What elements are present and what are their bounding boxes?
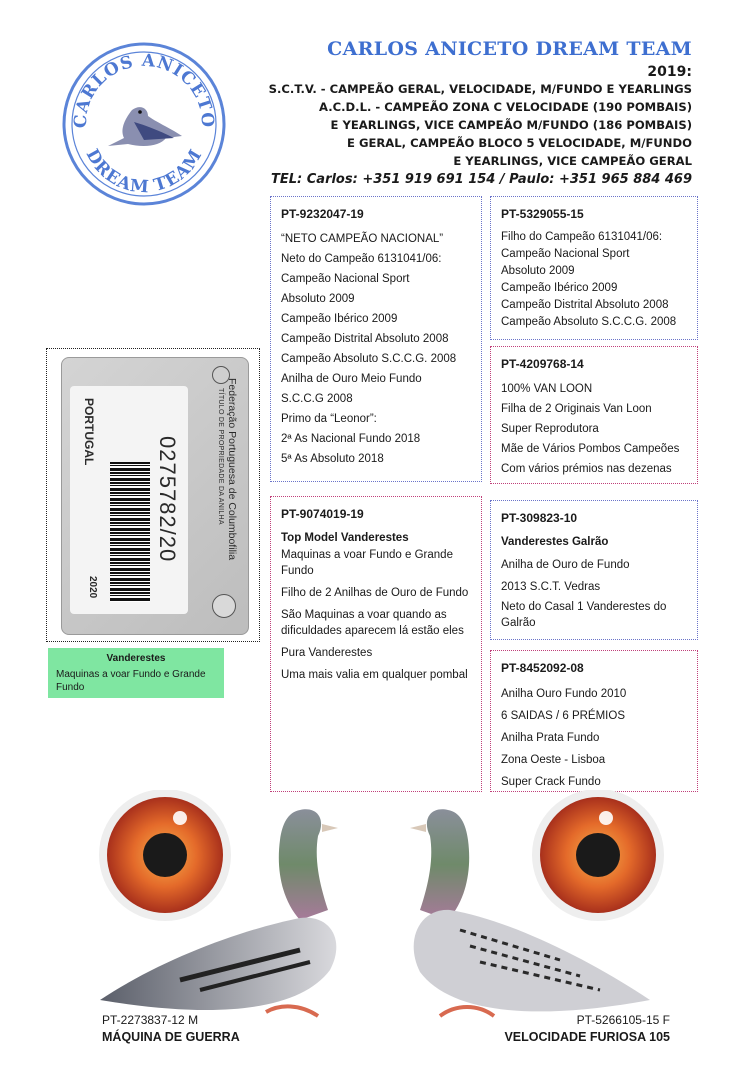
pigeon-silhouette-icon bbox=[108, 107, 182, 146]
header bbox=[252, 38, 692, 200]
info-line: Campeão Distrital Absoluto 2008 bbox=[281, 333, 449, 345]
achievement-line: A.C.D.L. - CAMPEÃO ZONA C VELOCIDADE (190 POMBAIS) bbox=[319, 100, 692, 114]
info-line: Campeão Absoluto S.C.C.G. 2008 bbox=[281, 353, 457, 365]
info-line: Absoluto 2009 bbox=[281, 293, 355, 305]
pigeons-artwork bbox=[0, 790, 750, 1050]
pigeon-box-5 bbox=[490, 500, 698, 640]
info-line: Primo da “Leonor”: bbox=[281, 413, 377, 425]
info-line: Super Crack Fundo bbox=[501, 776, 601, 788]
info-line: Filho do Campeão 6131041/06: bbox=[501, 231, 663, 243]
ring-number: PT-309823-10 bbox=[501, 511, 578, 525]
left-pigeon-caption bbox=[102, 1012, 240, 1046]
right-pigeon-name: VELOCIDADE FURIOSA 105 bbox=[504, 1030, 670, 1044]
achievement-line: E YEARLINGS, VICE CAMPEÃO M/FUNDO (186 POMBAIS) bbox=[330, 118, 692, 132]
ring-ownership-card bbox=[61, 357, 249, 635]
club-seal-logo bbox=[60, 40, 228, 208]
info-line: Mãe de Vários Pombos Campeões bbox=[501, 443, 680, 455]
info-line: Pura Vanderestes bbox=[281, 647, 373, 659]
info-line: Anilha de Ouro de Fundo bbox=[501, 559, 630, 571]
info-line: Anilha Ouro Fundo 2010 bbox=[501, 688, 627, 700]
green-label-title: Vanderestes bbox=[106, 653, 166, 664]
ring-number: PT-9074019-19 bbox=[281, 507, 364, 521]
info-line: Zona Oeste - Lisboa bbox=[501, 754, 606, 766]
info-line: Absoluto 2009 bbox=[501, 265, 575, 277]
info-line: 100% VAN LOON bbox=[501, 383, 593, 395]
ring-number: PT-4209768-14 bbox=[501, 357, 584, 371]
pigeon-box-1 bbox=[270, 196, 482, 482]
seal-top-text: CARLOS ANICETO bbox=[70, 50, 218, 129]
ring-number: PT-9232047-19 bbox=[281, 207, 364, 221]
info-line: Campeão Ibérico 2009 bbox=[281, 313, 398, 325]
right-pigeon-caption bbox=[504, 1012, 670, 1046]
info-line: 5ª As Absoluto 2018 bbox=[281, 453, 384, 465]
pigeon-box-2 bbox=[490, 196, 698, 340]
pigeon-box-4 bbox=[270, 496, 482, 792]
pigeon-name: Vanderestes Galrão bbox=[501, 536, 609, 548]
info-line: Filho de 2 Anilhas de Ouro de Fundo bbox=[281, 587, 469, 599]
info-line: Super Reprodutora bbox=[501, 423, 599, 435]
left-ring-number: PT-2273837-12 M bbox=[102, 1013, 199, 1027]
info-line: Com vários prémios nas dezenas bbox=[501, 463, 672, 475]
ring-number: PT-5329055-15 bbox=[501, 207, 584, 221]
green-label-text: Maquinas a voar Fundo e Grande Fundo bbox=[56, 669, 206, 693]
achievement-line: S.C.T.V. - CAMPEÃO GERAL, VELOCIDADE, M/FUNDO E YEARLINGS bbox=[268, 82, 692, 96]
green-sticker-label bbox=[48, 648, 224, 698]
info-line: Filha de 2 Originais Van Loon bbox=[501, 403, 652, 415]
info-line: 2ª As Nacional Fundo 2018 bbox=[281, 433, 421, 445]
barcode-icon bbox=[110, 462, 150, 602]
achievement-line: E GERAL, CAMPEÃO BLOCO 5 VELOCIDADE, M/FUNDO bbox=[346, 136, 692, 150]
card-ring-number: 0275782/20 bbox=[155, 436, 180, 563]
info-line: Anilha de Ouro Meio Fundo bbox=[281, 373, 422, 385]
info-line: Campeão Absoluto S.C.C.G. 2008 bbox=[501, 316, 677, 328]
info-line: “NETO CAMPEÃO NACIONAL” bbox=[281, 233, 444, 245]
right-ring-number: PT-5266105-15 F bbox=[576, 1013, 670, 1027]
card-country: PORTUGAL bbox=[82, 398, 96, 466]
card-year: 2020 bbox=[87, 576, 98, 599]
hologram-seal-icon bbox=[212, 594, 236, 618]
info-line: 2013 S.C.T. Vedras bbox=[501, 581, 601, 593]
info-line: 6 SAIDAS / 6 PRÉMIOS bbox=[501, 710, 625, 722]
info-line: Campeão Nacional Sport bbox=[281, 273, 410, 285]
info-line: Uma mais valia em qualquer pombal bbox=[281, 669, 468, 681]
card-federation: Federação Portuguesa de Columbofilia bbox=[226, 378, 238, 561]
seal-bottom-text: DREAM TEAM bbox=[81, 145, 207, 198]
left-pigeon-eye bbox=[99, 790, 231, 921]
info-line: Campeão Nacional Sport bbox=[501, 248, 630, 260]
pigeon-name: Top Model Vanderestes bbox=[281, 532, 409, 544]
ring-number: PT-8452092-08 bbox=[501, 661, 584, 675]
info-line: Campeão Ibérico 2009 bbox=[501, 282, 618, 294]
card-subtitle: TÍTULO DE PROPRIEDADE DA ANILHA bbox=[217, 388, 224, 525]
pigeon-box-3 bbox=[490, 346, 698, 484]
right-pigeon-eye bbox=[532, 790, 664, 921]
card-white-panel bbox=[70, 386, 188, 614]
year-label: 2019: bbox=[647, 64, 692, 80]
contact-phones: TEL: Carlos: +351 919 691 154 / Paulo: +351 965 884 469 bbox=[271, 172, 692, 187]
team-title: CARLOS ANICETO DREAM TEAM bbox=[327, 38, 692, 60]
info-line: São Maquinas a voar quando as dificuldades aparecem lá estão eles bbox=[281, 609, 464, 637]
info-line: Maquinas a voar Fundo e Grande Fundo bbox=[281, 549, 453, 577]
info-line: S.C.C.G 2008 bbox=[281, 393, 353, 405]
achievement-line: E YEARLINGS, VICE CAMPEÃO GERAL bbox=[453, 154, 692, 168]
ring-card-frame bbox=[46, 348, 260, 642]
info-line: Campeão Distrital Absoluto 2008 bbox=[501, 299, 669, 311]
left-pigeon-name: MÁQUINA DE GUERRA bbox=[102, 1030, 240, 1044]
info-line: Anilha Prata Fundo bbox=[501, 732, 600, 744]
federation-emblem-icon bbox=[212, 366, 230, 384]
info-line: Neto do Casal 1 Vanderestes do Galrão bbox=[501, 601, 667, 629]
pigeon-box-6 bbox=[490, 650, 698, 792]
info-line: Neto do Campeão 6131041/06: bbox=[281, 253, 442, 265]
